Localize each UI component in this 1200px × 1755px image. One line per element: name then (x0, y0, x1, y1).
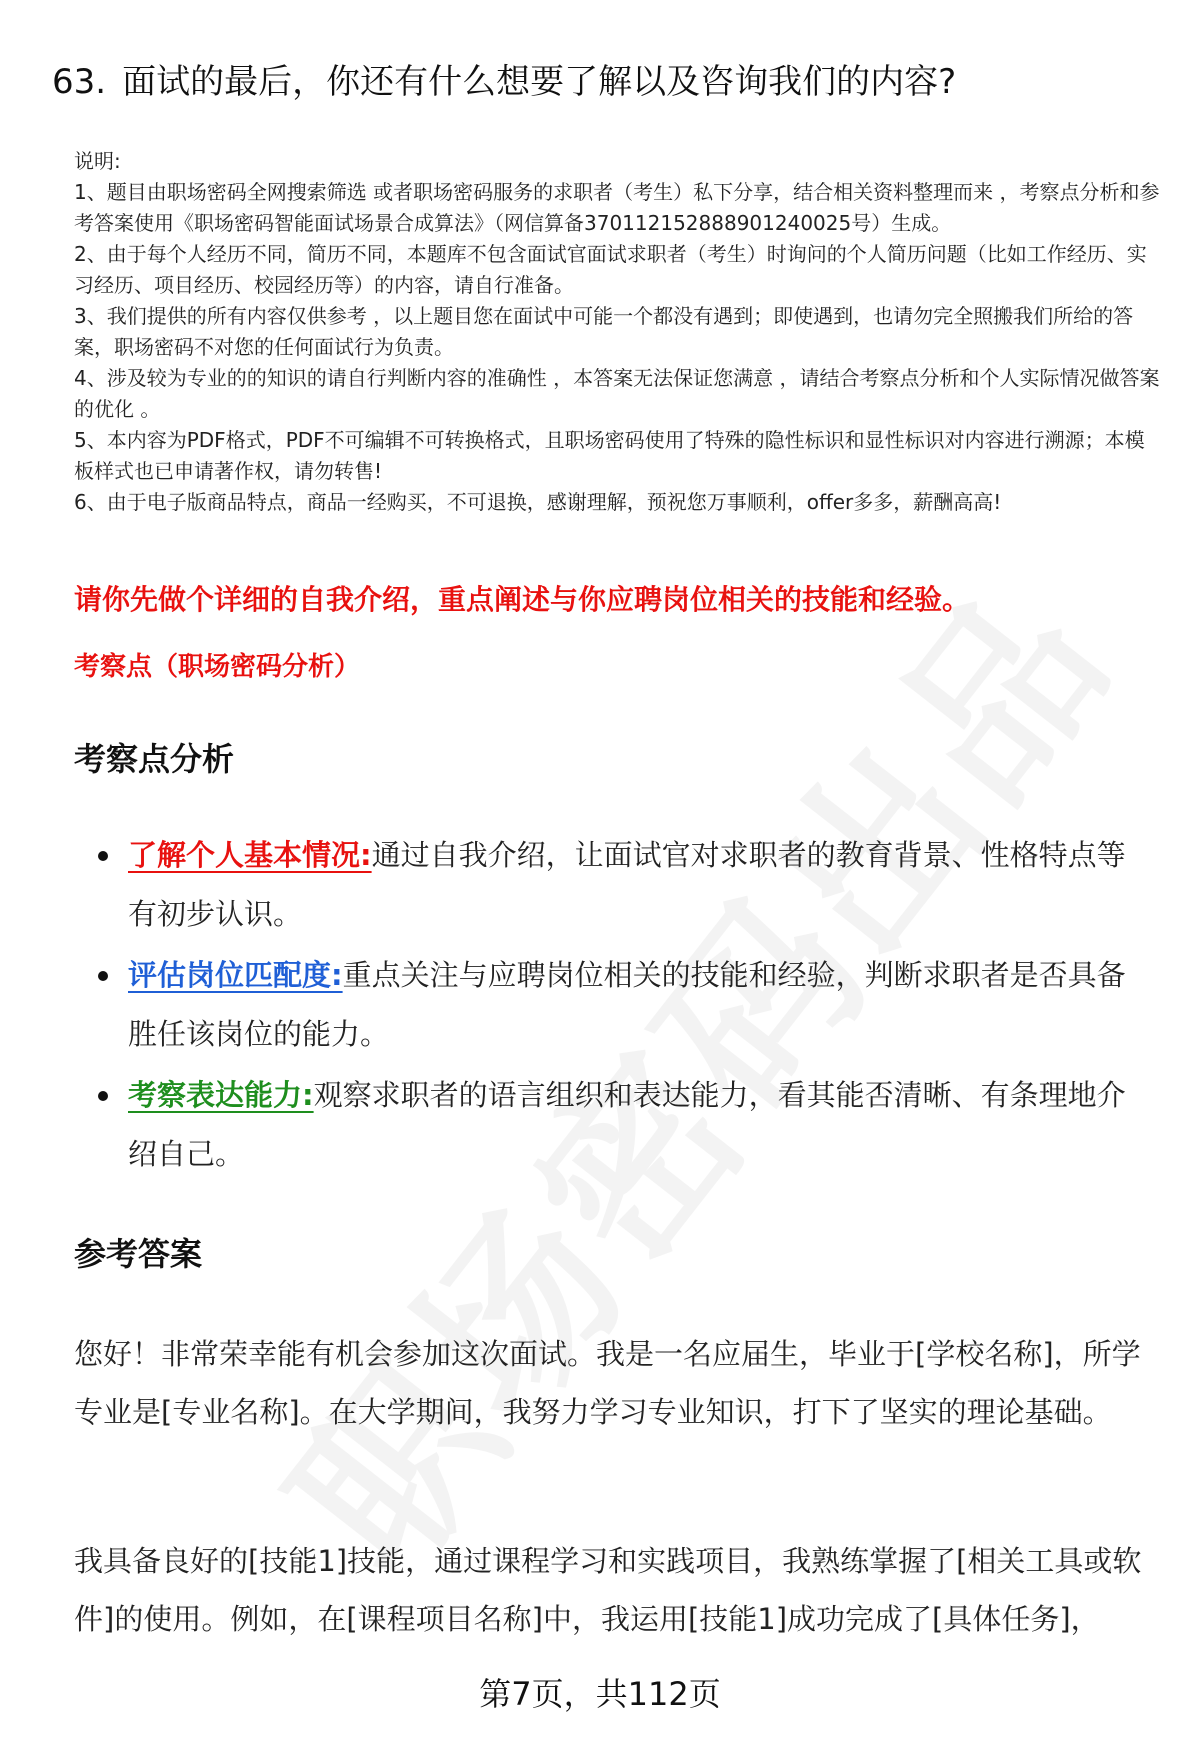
note-item: 2、由于每个人经历不同，简历不同，本题库不包含面试官面试求职者（考生）时询问的个人简历问题（比如工作经历、实习经历、项目经历、校园经历等）的内容，请自行准备。 (74, 242, 1147, 297)
analysis-point (128, 946, 1148, 1064)
question-text: 面试的最后，你还有什么想要了解以及咨询我们的内容? (122, 62, 957, 102)
analysis-heading: 考察点分析 (74, 740, 235, 778)
question-title (52, 56, 1162, 108)
note-item: 3、我们提供的所有内容仅供参考 ，以上题目您在面试中可能一个都没有遇到；即使遇到，也请勿完全照搬我们所给的答案，职场密码不对您的任何面试行为负责。 (74, 304, 1134, 359)
notes-block (74, 146, 1164, 518)
note-item: 6、由于电子版商品特点，商品一经购买，不可退换，感谢理解，预祝您万事顺利，offer多多，薪酬高高! (74, 490, 1002, 514)
analysis-point (128, 826, 1148, 944)
prompt-question: 请你先做个详细的自我介绍，重点阐述与你应聘岗位相关的技能和经验。 (74, 583, 971, 616)
bullet-icon (98, 851, 108, 861)
note-item: 4、涉及较为专业的的知识的请自行判断内容的准确性 ，本答案无法保证您满意 ，请结合考察点分析和个人实际情况做答案的优化 。 (74, 366, 1160, 421)
analysis-point (128, 1066, 1148, 1184)
page-footer: 第7页，共112页 (479, 1675, 721, 1713)
point-text: 观察求职者的语言组织和表达能力，看其能否清晰、有条理地介绍自己。 (128, 1078, 1126, 1171)
point-text: 重点关注与应聘岗位相关的技能和经验，判断求职者是否具备胜任该岗位的能力。 (128, 958, 1126, 1051)
question-number: 63. (52, 62, 107, 102)
bullet-icon (98, 1091, 108, 1101)
point-key: 了解个人基本情况: (128, 838, 372, 872)
bullet-icon (98, 971, 108, 981)
analysis-points (0, 826, 1200, 1186)
answer-paragraph: 我具备良好的[技能1]技能，通过课程学习和实践项目，我熟练掌握了[相关工具或软件]的使用。例如，在[课程项目名称]中，我运用[技能1]成功完成了[具体任务]， (74, 1544, 1142, 1636)
notes-heading: 说明: (74, 149, 121, 173)
answer-heading: 参考答案 (74, 1235, 203, 1273)
point-text: 通过自我介绍，让面试官对求职者的教育背景、性格特点等有初步认识。 (128, 838, 1126, 931)
note-item: 1、题目由职场密码全网搜索筛选 或者职场密码服务的求职者（考生）私下分享，结合相关资料整理而来 ，考察点分析和参考答案使用《职场密码智能面试场景合成算法》（网信算备370112152888901240025号）生成。 (74, 180, 1160, 235)
analysis-label: 考察点（职场密码分析） (74, 652, 361, 682)
note-item: 5、本内容为PDF格式，PDF不可编辑不可转换格式，且职场密码使用了特殊的隐性标识和显性标识对内容进行溯源；本模板样式也已申请著作权，请勿转售! (74, 428, 1145, 483)
point-key: 评估岗位匹配度: (128, 958, 343, 992)
point-key: 考察表达能力: (128, 1078, 314, 1112)
answer-paragraph: 您好！非常荣幸能有机会参加这次面试。我是一名应届生，毕业于[学校名称]，所学专业是[专业名称]。在大学期间，我努力学习专业知识，打下了坚实的理论基础。 (74, 1337, 1141, 1429)
